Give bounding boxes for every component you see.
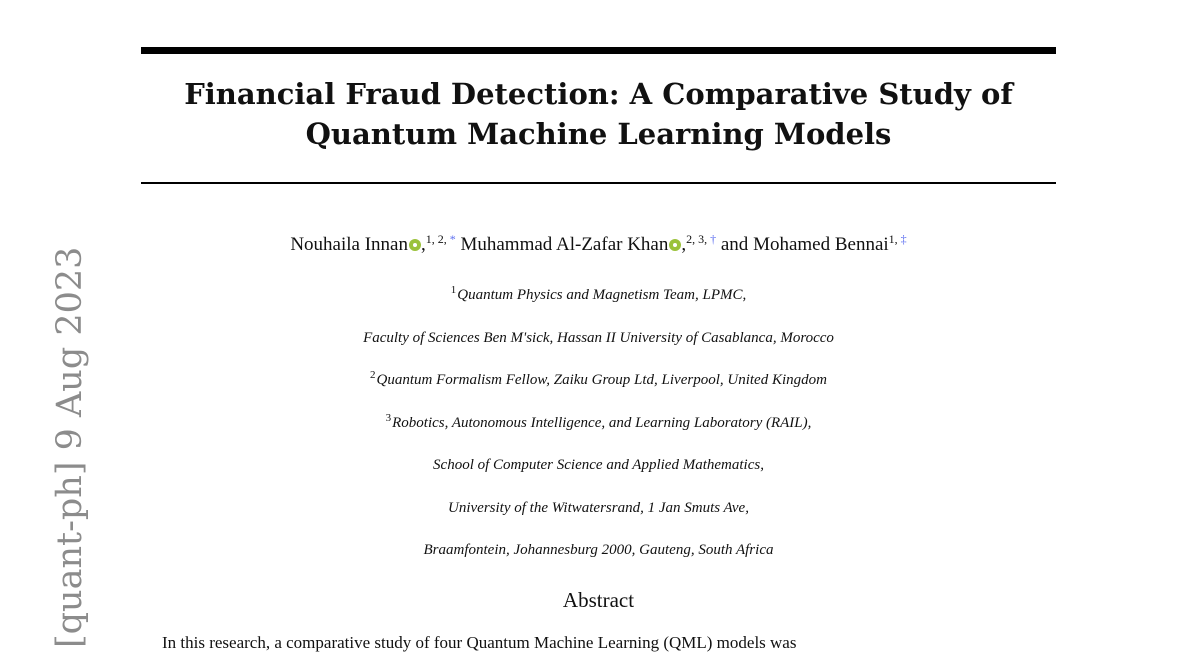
- author-affiliation-sup: 2, 3, †: [686, 232, 717, 246]
- affiliation-line: School of Computer Science and Applied Mathematics,: [433, 457, 764, 473]
- title-line-1: Financial Fraud Detection: A Comparative Study of: [184, 77, 1013, 111]
- footnote-mark-link[interactable]: *: [449, 232, 456, 246]
- orcid-icon[interactable]: [409, 239, 421, 251]
- author-name: Muhammad Al-Zafar Khan: [460, 234, 669, 255]
- footnote-mark-link[interactable]: ‡: [900, 232, 907, 246]
- arxiv-stamp: [quant-ph] 9 Aug 2023: [50, 246, 90, 648]
- author-affiliation-sup: 1, ‡: [888, 232, 907, 246]
- author-name: Nouhaila Innan: [290, 234, 408, 255]
- title-top-rule: [141, 47, 1056, 54]
- affiliation-line: $^3$Robotics, Autonomous Intelligence, and Learning Laboratory (RAIL),: [385, 412, 812, 431]
- title-line-2: Quantum Machine Learning Models: [305, 117, 892, 151]
- affiliation-line: $^2$Quantum Formalism Fellow, Zaiku Group Ltd, Liverpool, United Kingdom: [370, 369, 827, 388]
- footnote-mark-link[interactable]: †: [710, 232, 717, 246]
- affiliation-line: Faculty of Sciences Ben M'sick, Hassan II University of Casablanca, Morocco: [363, 330, 834, 346]
- author-name: Mohamed Bennai: [753, 234, 889, 255]
- orcid-icon[interactable]: [669, 239, 681, 251]
- abstract-heading: Abstract: [562, 588, 635, 612]
- paper-title: [141, 74, 1056, 154]
- affiliation-line: $^1$Quantum Physics and Magnetism Team, LPMC,: [450, 284, 747, 303]
- abstract-first-line: In this research, a comparative study of four Quantum Machine Learning (QML) models was: [162, 633, 797, 652]
- affiliation-line: University of the Witwatersrand, 1 Jan Smuts Ave,: [448, 500, 749, 516]
- author-list: Nouhaila Innan ,$^{1, 2, *}$ Muhammad Al-Zafar Khan ,$^{2, 3, \dagger}$ and Mohamed Bennai$^{1, \ddagger}$: [290, 232, 907, 255]
- title-bottom-rule: [141, 182, 1056, 184]
- author-affiliation-sup: 1, 2, *: [425, 232, 456, 246]
- affiliation-line: Braamfontein, Johannesburg 2000, Gauteng, South Africa: [423, 542, 774, 558]
